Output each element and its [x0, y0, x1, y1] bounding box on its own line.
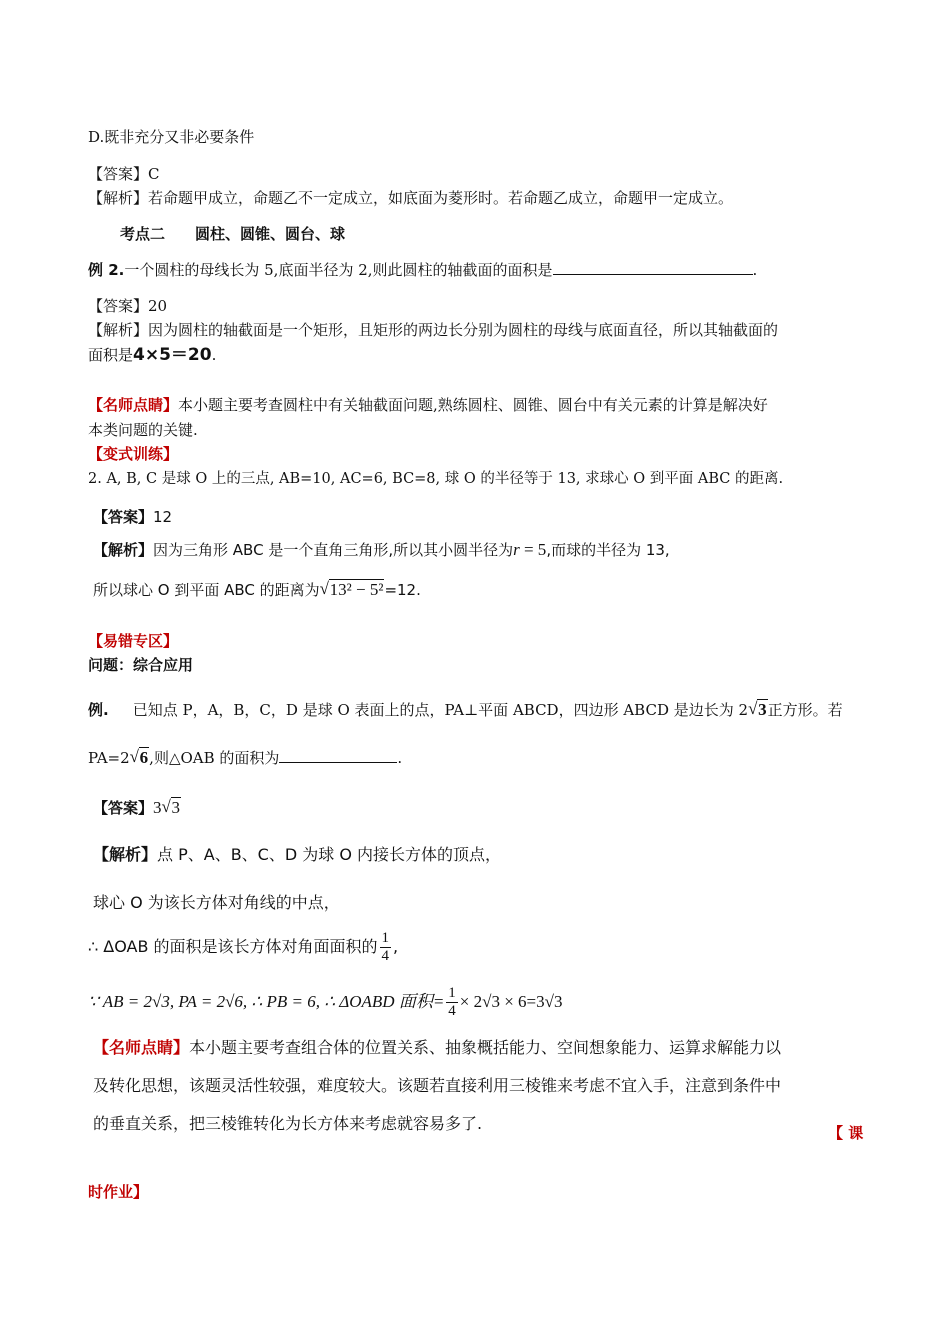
example-2 — [88, 260, 757, 280]
answer-tag: 【答案】 — [93, 799, 154, 817]
sqrt-6: √ 6 — [130, 748, 150, 768]
analysis-text: 若命题甲成立，命题乙不一定成立，如底面为菱形时。若命题乙成立，命题甲一定成立。 — [148, 189, 734, 207]
fraction-one-quarter: $\frac{1}{4}$ — [381, 930, 390, 964]
analysis-line-ex2 — [88, 320, 778, 340]
tip-tag: 【名师点睛】 — [93, 1038, 190, 1057]
tip-text: 本小题主要考查组合体的位置关系、抽象概括能力、空间想象能力、运算求解能力以 — [189, 1038, 782, 1057]
answer-line-ex2 — [88, 296, 167, 316]
variant-training-tag: 【变式训练】 — [88, 445, 179, 463]
example-label: 例 2. — [88, 261, 125, 279]
analysis-line-q1 — [88, 188, 733, 208]
analysis-text: 因为圆柱的轴截面是一个矩形，且矩形的两边长分别为圆柱的母线与底面直径，所以其轴截面的 — [148, 321, 779, 339]
radius-value: = 5 — [519, 540, 547, 559]
analysis-text: ,而球的半径为 13, — [546, 541, 670, 559]
analysis-end: . — [211, 346, 217, 364]
teacher-tip-ex2 — [88, 395, 768, 415]
example-period: . — [752, 261, 758, 279]
answer-line-q1 — [88, 164, 160, 184]
pitfall-zone-tag: 【易错专区】 — [88, 632, 179, 650]
sqrt-3: √ 3 — [748, 700, 768, 720]
teacher-tip-pitfall — [93, 1038, 781, 1058]
pitfall-example-2 — [88, 748, 402, 768]
teacher-tip-ex2-2: 本类问题的关键. — [88, 421, 198, 439]
analysis-text: 面积是 — [88, 346, 134, 364]
radius-symbol: r — [513, 540, 520, 559]
option-d: D.既非充分又非必要条件 — [88, 128, 255, 146]
answer-coefficient: 3 — [153, 798, 162, 817]
answer-tag: 【答案】 — [93, 508, 154, 526]
fraction-one-quarter: $\frac{1}{4}$ — [448, 985, 456, 1019]
teacher-tip-pitfall-2: 及转化思想，该题灵活性较强，难度较大。该题若直接利用三棱锥来考虑不宜入手，注意到条件中 — [93, 1076, 782, 1095]
example-text: 一个圆柱的母线长为 5,底面半径为 2,则此圆柱的轴截面的面积是 — [124, 261, 553, 279]
homework-heading-part1: 【 课 — [828, 1124, 864, 1142]
analysis-text: 因为三角形 ABC 是一个直角三角形,所以其小圆半径为 — [153, 541, 514, 559]
analysis-line-variant-2 — [93, 580, 421, 600]
example-text: PA=2 — [88, 749, 130, 767]
analysis-text: ∴ ΔOAB 的面积是该长方体对角面面积的 — [88, 937, 378, 956]
tip-text: 本小题主要考查圆柱中有关轴截面问题,熟练圆柱、圆锥、圆台中有关元素的计算是解决好 — [178, 396, 768, 414]
analysis-formula: 4×5＝20 — [133, 345, 212, 365]
answer-line-pitfall — [93, 798, 181, 818]
analysis-text: 所以球心 O 到平面 ABC 的距离为 — [93, 581, 320, 599]
analysis-line-pitfall-3 — [88, 930, 398, 965]
answer-tag: 【答案】 — [88, 165, 149, 183]
analysis-line-pitfall — [93, 845, 501, 865]
answer-value: C — [148, 165, 160, 183]
teacher-tip-pitfall-3: 的垂直关系，把三棱锥转化为长方体来考虑就容易多了. — [93, 1114, 483, 1133]
analysis-text: , — [393, 937, 399, 956]
analysis-text: =12. — [384, 581, 421, 599]
analysis-tag: 【解析】 — [93, 845, 158, 864]
pitfall-example — [88, 700, 843, 720]
variant-question: 2. A, B, C 是球 O 上的三点, AB=10, AC=6, BC=8, 球 O 的半径等于 13, 求球心 O 到平面 ABC 的距离. — [88, 471, 784, 487]
analysis-formula: × 2√3 × 6=3√3 — [459, 992, 563, 1011]
analysis-line-pitfall-2: 球心 O 为该长方体对角线的中点， — [93, 893, 340, 912]
answer-blank — [553, 260, 753, 275]
example-text: 已知点 P，A，B，C，D 是球 O 表面上的点，PA⊥平面 ABCD，四边形 ABCD 是边长为 2 — [132, 701, 749, 719]
answer-line-variant — [93, 507, 172, 527]
section-heading: 考点二 圆柱、圆锥、圆台、球 — [120, 225, 346, 243]
answer-value: 20 — [148, 297, 168, 315]
sqrt-expression: √ 13² − 5² — [320, 580, 385, 600]
analysis-tag: 【解析】 — [93, 541, 154, 559]
example-text: 正方形。若 — [767, 701, 843, 719]
example-label: 例. — [88, 701, 109, 719]
analysis-text: 点 P、A、B、C、D 为球 O 内接长方体的顶点， — [157, 845, 502, 864]
analysis-line-ex2-2 — [88, 345, 216, 365]
answer-blank — [279, 748, 397, 763]
analysis-formula: ∵ AB = 2√3, PA = 2√6, ∴ PB = 6, ∴ ΔOABD 面积= — [88, 992, 445, 1011]
example-period: . — [397, 749, 403, 767]
answer-tag: 【答案】 — [88, 297, 149, 315]
homework-heading-part2: 时作业】 — [88, 1183, 149, 1201]
tip-tag: 【名师点睛】 — [88, 396, 179, 414]
analysis-tag: 【解析】 — [88, 321, 149, 339]
analysis-line-pitfall-4 — [88, 985, 562, 1020]
example-text: ,则△OAB 的面积为 — [149, 749, 280, 767]
analysis-tag: 【解析】 — [88, 189, 149, 207]
problem-label: 问题：综合应用 — [88, 656, 194, 674]
answer-value: 12 — [153, 508, 173, 526]
analysis-line-variant — [93, 540, 670, 560]
answer-sqrt: √ 3 — [162, 798, 182, 818]
